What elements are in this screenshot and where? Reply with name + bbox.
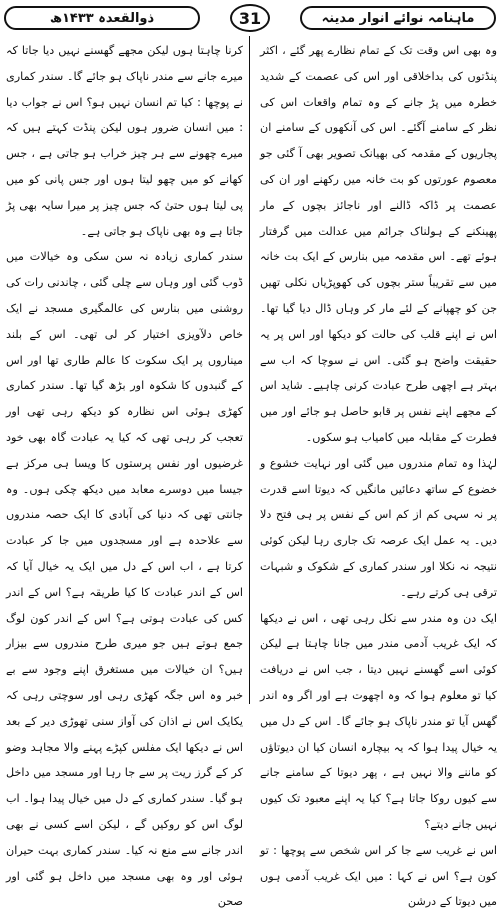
column-divider	[249, 36, 250, 704]
text-column-left	[6, 38, 243, 909]
paragraph: ایک دن وہ مندر سے نکل رہی تھی ، اس نے دیکھا کہ ایک غریب آدمی مندر میں جانا چاہتا ہے لیکن کوئی اسے گھسنے نہیں دیتا ، جب اس نے دریافت کیا تو معلوم ہوا کہ وہ اچھوت ہے اور اگر وہ اندر گھس آیا تو مندر ناپاک ہو جائے گا۔ اس کے دل میں یہ خیال پیدا ہوا کہ یہ بیچارہ انسان کیا ان دیوتاؤں کو ماننے والا نہیں ہے ، پھر دیوتا کے سامنے جانے سے کیوں روکا جاتا ہے؟ کیا یہ اپنے معبود تک کیوں نہیں جانے دیتے؟	[260, 611, 497, 831]
paragraph: وہ بھی اس وقت تک کے تمام نظارے پھر گئے ، اکثر پنڈتوں کی بداخلاقی اور اس کی عصمت کے شدید خطرہ میں پڑ جانے کے وہ تمام واقعات اس کی نظر کے سامنے آگئے۔ اس کی آنکھوں کے سامنے ان پجاریوں کے مقدمہ کی بھیانک تصویر بھی آ گئی جو معصوم عورتوں کو بت خانہ میں رکھنے اور ان کی عصمت پر ڈاکہ ڈالنے اور ناجائز بچوں کے مار پھینکنے کے ہولناک جرائم میں عدالت میں گرفتار ہوئے تھے۔ اس مقدمہ میں بنارس کے ایک بت خانہ میں سے تقریباً ستر بچوں کی کھوپڑیاں نکلی تھیں جن کو چھپانے کے لئے مار کر وہاں ڈال دیا گیا تھا۔ اس نے اپنے قلب کی حالت کو دیکھا اور اس پر یہ حقیقت واضح ہو گئی۔ اس نے سوچا کہ اب سے بہتر ہے اچھی طرح عبادت کرنی چاہیے۔ شاید اس کے مجھے اپنے نفس پر قابو حاصل ہو جائے اور میں فطرت کے مقابلہ میں کامیاب ہو سکوں۔	[260, 44, 497, 444]
paragraph: اس نے غریب سے جا کر اس شخص سے پوچھا : تو کون ہے؟ اس نے کہا : میں ایک غریب آدمی ہوں میں دیوتا کے درشن	[260, 843, 497, 909]
magazine-title: ماہنامہ نوائے انوار مدینہ	[300, 6, 496, 30]
page-header	[4, 4, 496, 32]
paragraph: سندر کماری زیادہ نہ سن سکی وہ خیالات میں ڈوب گئی اور وہاں سے چلی گئی ، چاندنی رات کی روشنی میں بنارس کی عالمگیری مسجد نے ایک خاص دلآویزی اختیار کر لی تھی۔ اس کے بلند میناروں پر ایک سکوت کا عالم طاری تھا اور اس کے گنبدوں کا شکوہ اور بڑھ گیا تھا۔ سندر کماری کھڑی ہوئی اس نظارہ کو دیکھ رہی تھی اور تعجب کر رہی تھی کہ کیا یہ عبادت گاہ بھی خود غرضیوں اور نفس پرستوں کا ویسا ہی مرکز ہے جیسا میں دوسرے معابد میں دیکھ چکی ہوں۔ وہ جانتی تھی کہ دنیا کی آبادی کا ایک حصہ مندروں سے علاحدہ ہے اور مسجدوں میں جا کر عبادت کرتا ہے ، اب اس کے دل میں ایک یہ خیال آیا کہ اس کے اندر عبادت کا کیا طریقہ ہے؟ اس کے اندر کس کی عبادت ہوتی ہے؟ اس کے اندر کون لوگ جمع ہوتے ہیں جو میری طرح مندروں سے بیزار ہیں؟ ان خیالات میں مستغرق اپنے وجود سے بے خبر وہ اس جگہ کھڑی رہی اور سوچتی رہی کہ یکایک اس نے اذان کی آواز سنی تھوڑی دیر کے بعد اس نے دیکھا ایک مفلس کپڑے پہنے والا مجاہد وضو کر کے گرز ریت پر سے جا رہا اور مسجد میں داخل ہو گیا۔ سندر کماری کے دل میں خیال پیدا ہوا۔ اب لوگ اس کو روکیں گے ، لیکن اسے کسی نے بھی اندر جانے سے منع نہ کیا۔ سندر کماری بہت حیران ہوئی اور وہ بھی مسجد میں داخل ہو گئی اور صحن	[6, 250, 243, 909]
text-column-right	[260, 38, 497, 909]
page-number: 31	[230, 4, 270, 32]
paragraph: کرنا چاہتا ہوں لیکن مجھے گھسنے نہیں دیا جاتا کہ میرے جانے سے مندر ناپاک ہو جائے گا۔ سندر کماری نے پوچھا : کیا تم انسان نہیں ہو؟ اس نے جواب دیا : میں انسان ضرور ہوں لیکن پنڈت کہتے ہیں کہ میرے چھونے سے ہر چیز خراب ہو جاتی ہے ، جس کھانے کو میں چھو لیتا ہوں اور جس پانی کو میں پی لیتا ہوں حتیٰ کہ جس چیز پر میرا سایہ بھی پڑ جاتا ہے وہ بھی ناپاک ہو جاتی ہے۔	[6, 44, 243, 238]
paragraph: لہٰذا وہ تمام مندروں میں گئی اور نہایت خشوع و خضوع کے ساتھ دعائیں مانگیں کہ دیوتا اسے قدرت پر نہ سہی کم از کم اس کے نفس پر ہی فتح دلا دیں۔ یہ عمل ایک عرصہ تک جاری رہا لیکن کوئی نتیجہ نہ نکلا اور سندر کماری کے شکوک و شبہات ترقی ہی کرتے رہے۔	[260, 456, 497, 599]
issue-date: ذوالقعدہ ۱۴۳۳ھ	[4, 6, 200, 30]
